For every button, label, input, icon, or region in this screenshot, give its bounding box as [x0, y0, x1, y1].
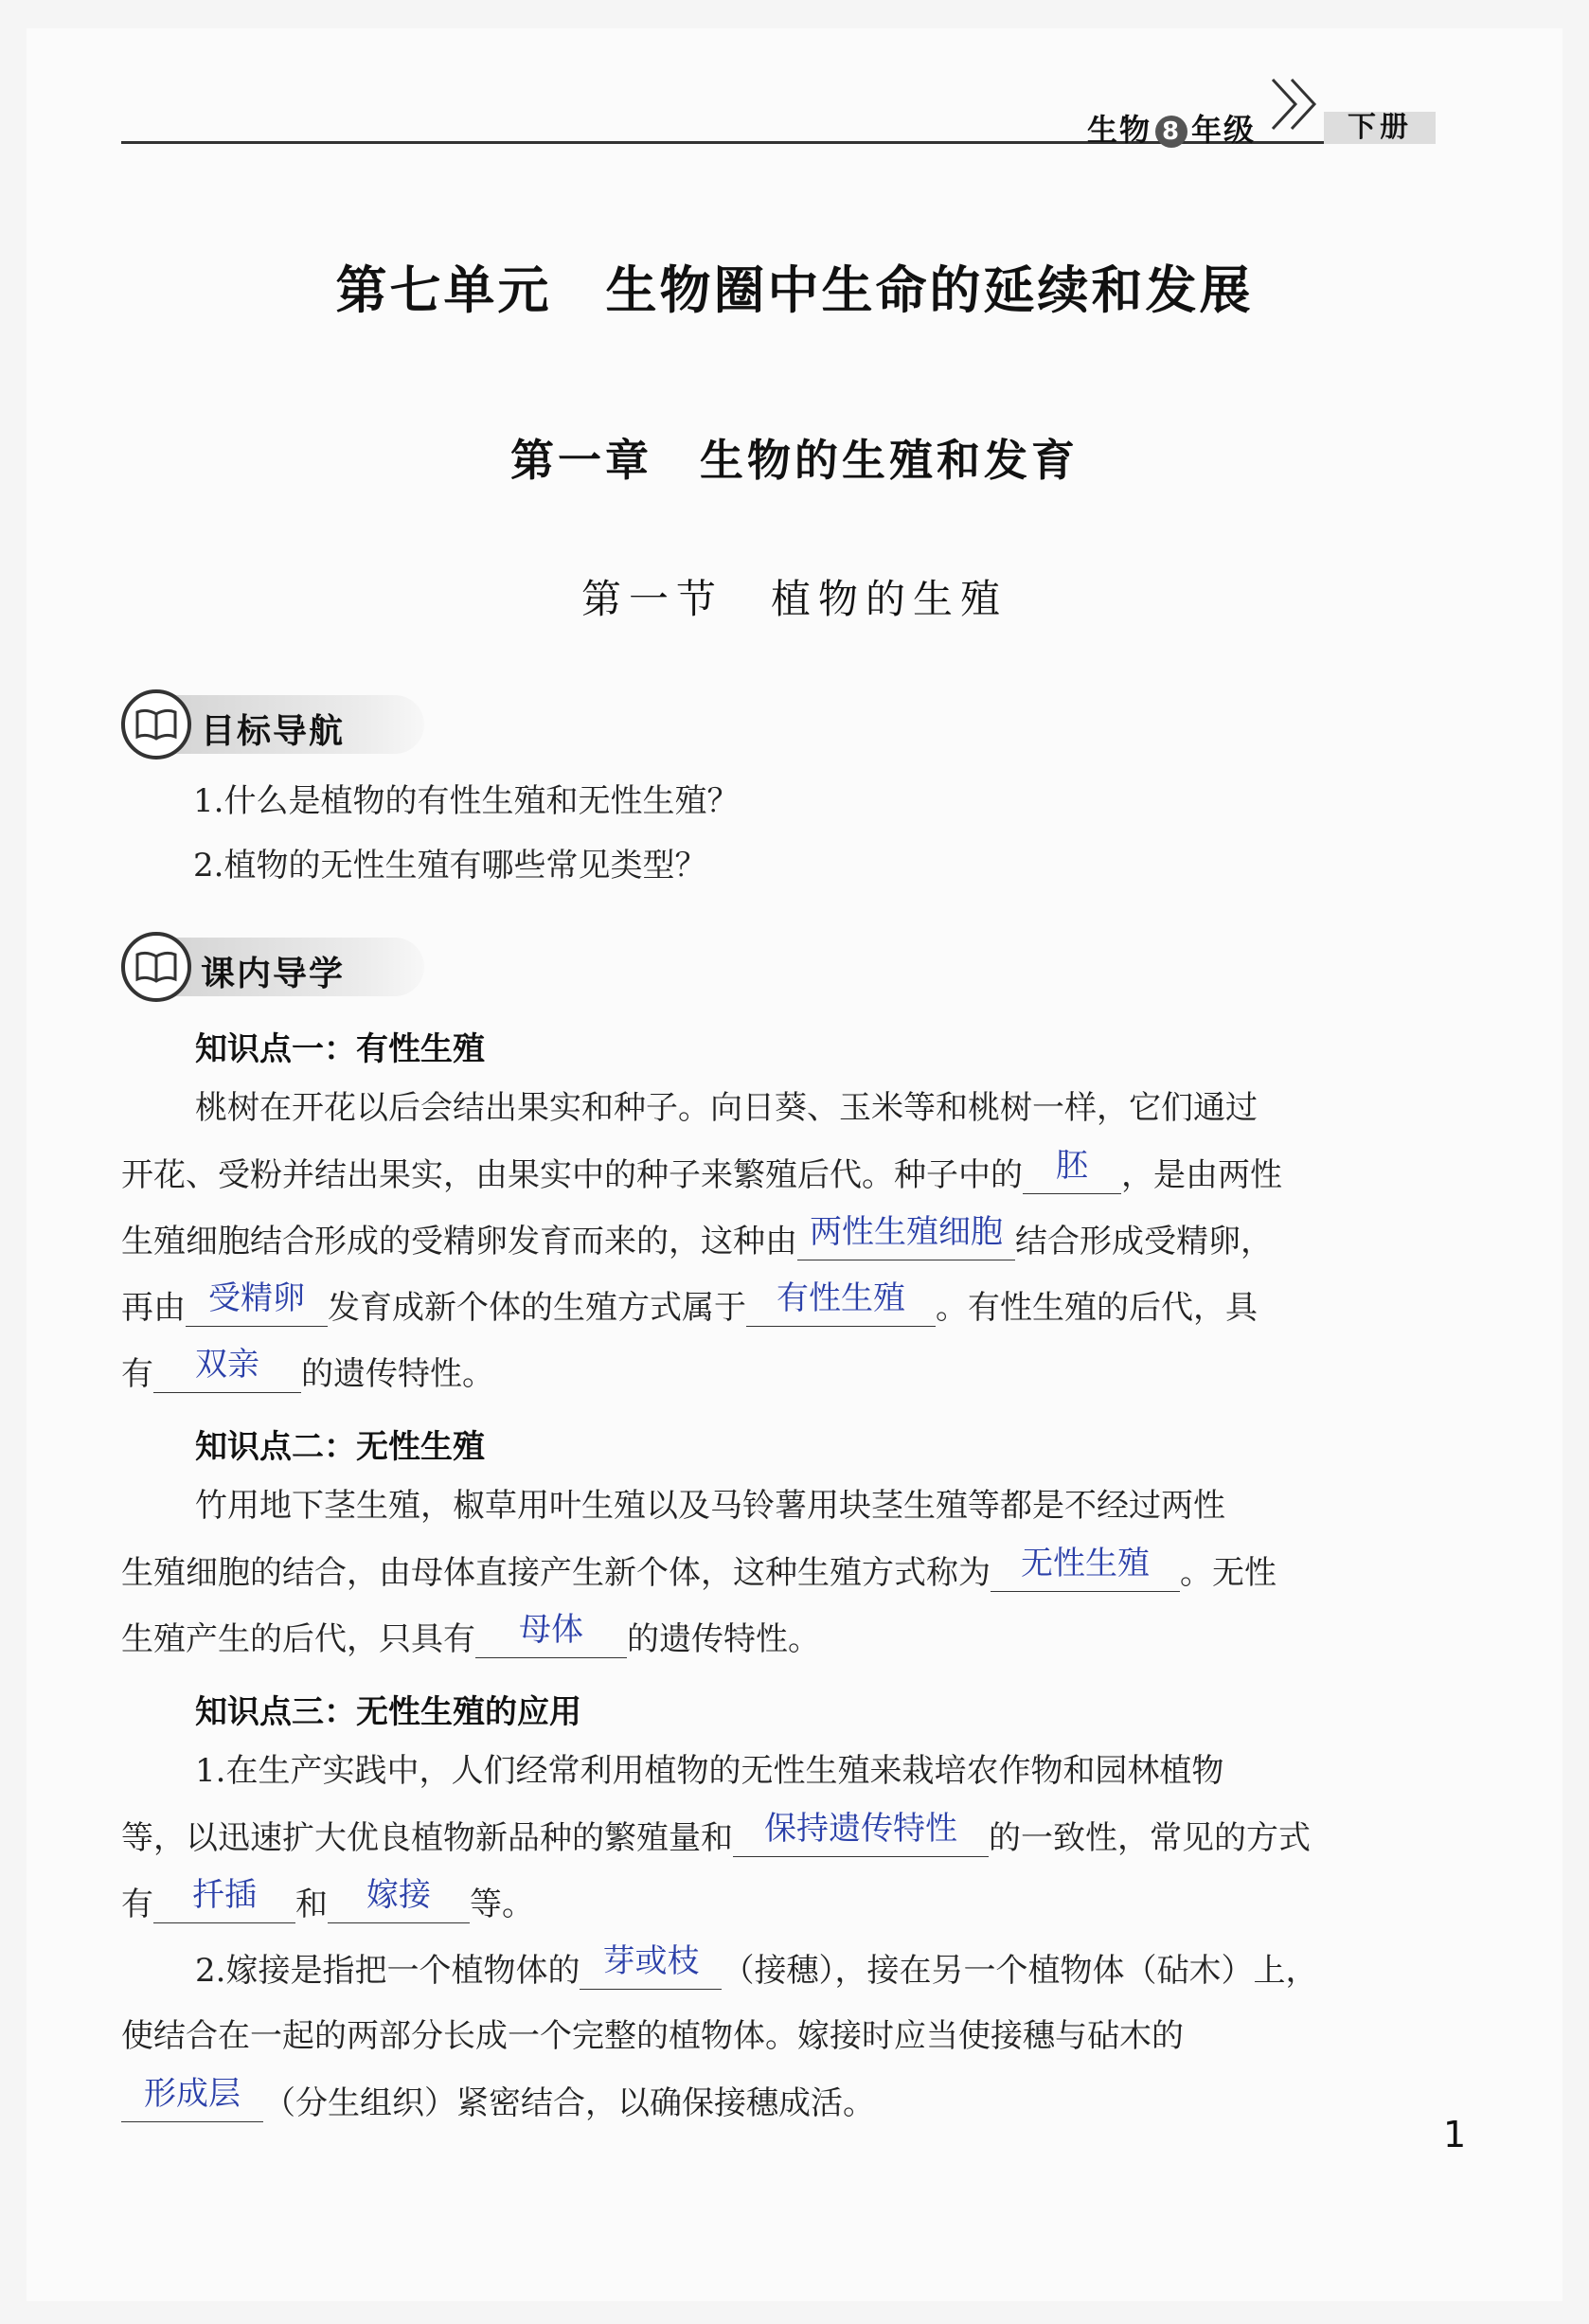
kp1-text: ，是由两性 [1121, 1156, 1282, 1194]
volume-tab: 下册 [1324, 112, 1436, 144]
class-study-label: 课内导学 [201, 955, 346, 993]
answer-asexual-reproduction: 无性生殖 [1021, 1545, 1150, 1582]
answer-zygote: 受精卵 [208, 1279, 305, 1317]
answer-keep-traits: 保持遗传特性 [764, 1810, 957, 1848]
answer-bud-or-branch: 芽或枝 [602, 1942, 700, 1980]
kp2-text: 。无性 [1180, 1554, 1277, 1592]
kp1-line-5 [121, 1346, 494, 1393]
kp1-text: 有 [121, 1355, 153, 1393]
kp3-title: 知识点三：无性生殖的应用 [195, 1693, 581, 1731]
kp1-text: 的遗传特性。 [301, 1355, 494, 1393]
kp3-text: 2.嫁接是指把一个植物体的 [195, 1952, 580, 1990]
kp1-text: 生殖细胞结合形成的受精卵发育而来的，这种由 [121, 1223, 797, 1260]
goal-item-1: 1.什么是植物的有性生殖和无性生殖？ [193, 782, 740, 820]
double-chevron-icon [1265, 72, 1331, 138]
answer-blank[interactable] [121, 2075, 263, 2122]
kp3-p2-line-3 [121, 2075, 875, 2122]
open-book-icon [121, 689, 191, 760]
answer-sexual-reproduction: 有性生殖 [777, 1279, 905, 1317]
kp3-p1-line-3 [121, 1876, 534, 1923]
kp2-text: 生殖细胞的结合，由母体直接产生新个体，这种生殖方式称为 [121, 1554, 991, 1592]
goal-item-2: 2.植物的无性生殖有哪些常见类型？ [193, 847, 707, 885]
answer-gametes: 两性生殖细胞 [810, 1213, 1003, 1251]
header-subject: 生物 [1086, 112, 1152, 148]
kp3-text: 的一致性，常见的方式 [989, 1819, 1311, 1857]
page-number: 1 [1443, 2114, 1467, 2155]
goal-nav-badge [121, 695, 424, 754]
answer-cutting: 扦插 [192, 1876, 257, 1914]
answer-mother: 母体 [519, 1611, 583, 1649]
kp1-text: 结合形成受精卵， [1015, 1223, 1273, 1260]
class-study-badge [121, 938, 424, 996]
kp3-text: 等。 [470, 1886, 534, 1923]
kp2-text: 生殖产生的后代，只具有 [121, 1620, 475, 1658]
kp1-text: 再由 [121, 1289, 186, 1327]
answer-blank[interactable] [328, 1876, 470, 1923]
kp3-text: （分生组织）紧密结合，以确保接穗成活。 [263, 2084, 875, 2122]
answer-parents: 双亲 [195, 1346, 259, 1384]
answer-blank[interactable] [153, 1346, 301, 1393]
kp1-line-2 [121, 1147, 1282, 1194]
answer-blank[interactable] [991, 1545, 1180, 1592]
kp2-line-3 [121, 1611, 820, 1658]
header-grade-label: 年级 [1190, 112, 1256, 148]
grade-badge: 8 [1155, 116, 1187, 148]
kp1-line-1: 桃树在开花以后会结出果实和种子。向日葵、玉米等和桃树一样，它们通过 [195, 1089, 1258, 1127]
open-book-icon [121, 932, 191, 1002]
section-title: 第一节 植物的生殖 [580, 576, 1008, 622]
kp3-text: 和 [295, 1886, 328, 1923]
answer-blank[interactable] [797, 1213, 1015, 1260]
page-header [121, 98, 1436, 148]
kp2-title: 知识点二：无性生殖 [195, 1428, 485, 1466]
kp1-text: 。有性生殖的后代，具 [936, 1289, 1258, 1327]
kp3-p2-line-2: 使结合在一起的两部分长成一个完整的植物体。嫁接时应当使接穗与砧木的 [121, 2017, 1184, 2055]
kp2-text: 的遗传特性。 [627, 1620, 820, 1658]
header-subject-grade [1087, 106, 1256, 150]
kp3-text: 有 [121, 1886, 153, 1923]
kp1-text: 发育成新个体的生殖方式属于 [328, 1289, 746, 1327]
kp3-p1-line-2 [121, 1810, 1311, 1857]
kp3-p1-line-1: 1.在生产实践中，人们经常利用植物的无性生殖来栽培农作物和园林植物 [195, 1752, 1224, 1790]
kp1-title: 知识点一：有性生殖 [195, 1030, 485, 1068]
answer-embryo: 胚 [1056, 1147, 1088, 1185]
goal-nav-label: 目标导航 [201, 712, 346, 751]
kp1-text: 开花、受粉并结出果实，由果实中的种子来繁殖后代。种子中的 [121, 1156, 1023, 1194]
kp3-p2-line-1 [195, 1942, 1318, 1990]
answer-cambium: 形成层 [144, 2075, 241, 2113]
answer-blank[interactable] [580, 1942, 722, 1990]
unit-title: 第七单元 生物圈中生命的延续和发展 [335, 260, 1254, 320]
chapter-title: 第一章 生物的生殖和发育 [510, 435, 1079, 486]
answer-blank[interactable] [186, 1279, 328, 1327]
kp3-text: （接穗），接在另一个植物体（砧木）上， [722, 1952, 1318, 1990]
answer-blank[interactable] [153, 1876, 295, 1923]
kp1-line-3 [121, 1213, 1273, 1260]
answer-blank[interactable] [746, 1279, 936, 1327]
answer-grafting: 嫁接 [366, 1876, 431, 1914]
kp2-line-1: 竹用地下茎生殖，椒草用叶生殖以及马铃薯用块茎生殖等都是不经过两性 [195, 1487, 1225, 1525]
answer-blank[interactable] [733, 1810, 989, 1857]
kp2-line-2 [121, 1545, 1277, 1592]
kp1-line-4 [121, 1279, 1258, 1327]
kp3-text: 等，以迅速扩大优良植物新品种的繁殖量和 [121, 1819, 733, 1857]
answer-blank[interactable] [475, 1611, 627, 1658]
answer-blank[interactable] [1023, 1147, 1121, 1194]
